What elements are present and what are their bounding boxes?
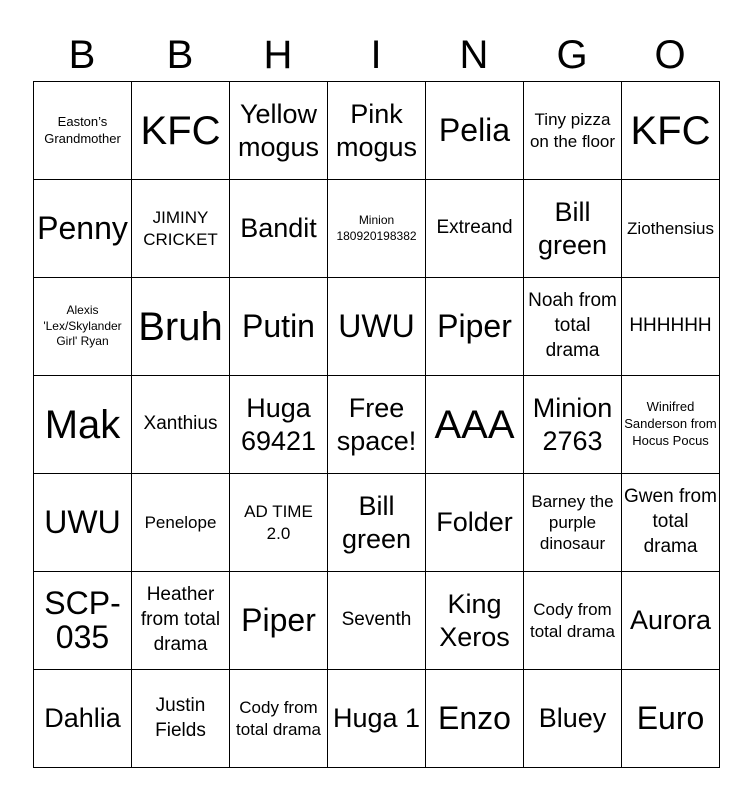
bingo-cell[interactable]: Bill green [328, 474, 426, 572]
bingo-cell[interactable]: Free space! [328, 376, 426, 474]
bingo-cell[interactable]: Piper [230, 572, 328, 670]
bingo-cell[interactable]: AAA [426, 376, 524, 474]
bingo-cell[interactable]: Cody from total drama [524, 572, 622, 670]
bingo-cell[interactable]: Bluey [524, 670, 622, 768]
bingo-cell[interactable]: SCP-035 [34, 572, 132, 670]
bingo-grid [33, 81, 720, 768]
bingo-cell[interactable]: Aurora [622, 572, 720, 670]
bingo-cell[interactable]: Minion 2763 [524, 376, 622, 474]
header-letter: I [370, 33, 382, 77]
header-letter: B [68, 33, 96, 77]
bingo-cell[interactable]: Noah from total drama [524, 278, 622, 376]
bingo-cell[interactable]: Gwen from total drama [622, 474, 720, 572]
bingo-cell[interactable]: Huga 1 [328, 670, 426, 768]
bingo-cell[interactable]: Mak [34, 376, 132, 474]
bingo-cell[interactable]: Pink mogus [328, 82, 426, 180]
bingo-cell[interactable]: Penny [34, 180, 132, 278]
bingo-cell[interactable]: UWU [328, 278, 426, 376]
bingo-cell[interactable]: Pelia [426, 82, 524, 180]
bingo-cell[interactable]: Easton’s Grandmother [34, 82, 132, 180]
bingo-cell[interactable]: Penelope [132, 474, 230, 572]
bingo-cell[interactable]: Enzo [426, 670, 524, 768]
bingo-cell[interactable]: KFC [622, 82, 720, 180]
bingo-cell[interactable]: JIMINY CRICKET [132, 180, 230, 278]
bingo-cell[interactable]: UWU [34, 474, 132, 572]
bingo-cell[interactable]: Cody from total drama [230, 670, 328, 768]
bingo-cell[interactable]: Winifred Sanderson from Hocus Pocus [622, 376, 720, 474]
bingo-cell[interactable]: Bill green [524, 180, 622, 278]
bingo-header [33, 30, 719, 80]
bingo-cell[interactable]: Alexis 'Lex/Skylander Girl' Ryan [34, 278, 132, 376]
bingo-cell[interactable]: Piper [426, 278, 524, 376]
bingo-cell[interactable]: Xanthius [132, 376, 230, 474]
bingo-cell[interactable]: AD TIME 2.0 [230, 474, 328, 572]
bingo-cell[interactable]: Minion 180920198382 [328, 180, 426, 278]
bingo-cell[interactable]: Bruh [132, 278, 230, 376]
bingo-cell[interactable]: Folder [426, 474, 524, 572]
header-letter: G [556, 33, 588, 77]
header-letter: N [459, 33, 489, 77]
bingo-cell[interactable]: Ziothensius [622, 180, 720, 278]
bingo-cell[interactable]: Barney the purple dinosaur [524, 474, 622, 572]
bingo-cell[interactable]: Bandit [230, 180, 328, 278]
bingo-cell[interactable]: Extreand [426, 180, 524, 278]
bingo-cell[interactable]: Tiny pizza on the floor [524, 82, 622, 180]
bingo-cell[interactable]: KFC [132, 82, 230, 180]
header-letter: O [654, 33, 686, 77]
bingo-cell[interactable]: Justin Fields [132, 670, 230, 768]
bingo-cell[interactable]: Putin [230, 278, 328, 376]
bingo-cell[interactable]: Dahlia [34, 670, 132, 768]
bingo-cell[interactable]: Euro [622, 670, 720, 768]
bingo-cell[interactable]: HHHHHH [622, 278, 720, 376]
bingo-cell[interactable]: King Xeros [426, 572, 524, 670]
bingo-cell[interactable]: Yellow mogus [230, 82, 328, 180]
header-letter: H [263, 33, 293, 77]
bingo-cell[interactable]: Huga 69421 [230, 376, 328, 474]
header-letter: B [166, 33, 194, 77]
bingo-cell[interactable]: Heather from total drama [132, 572, 230, 670]
bingo-cell[interactable]: Seventh [328, 572, 426, 670]
